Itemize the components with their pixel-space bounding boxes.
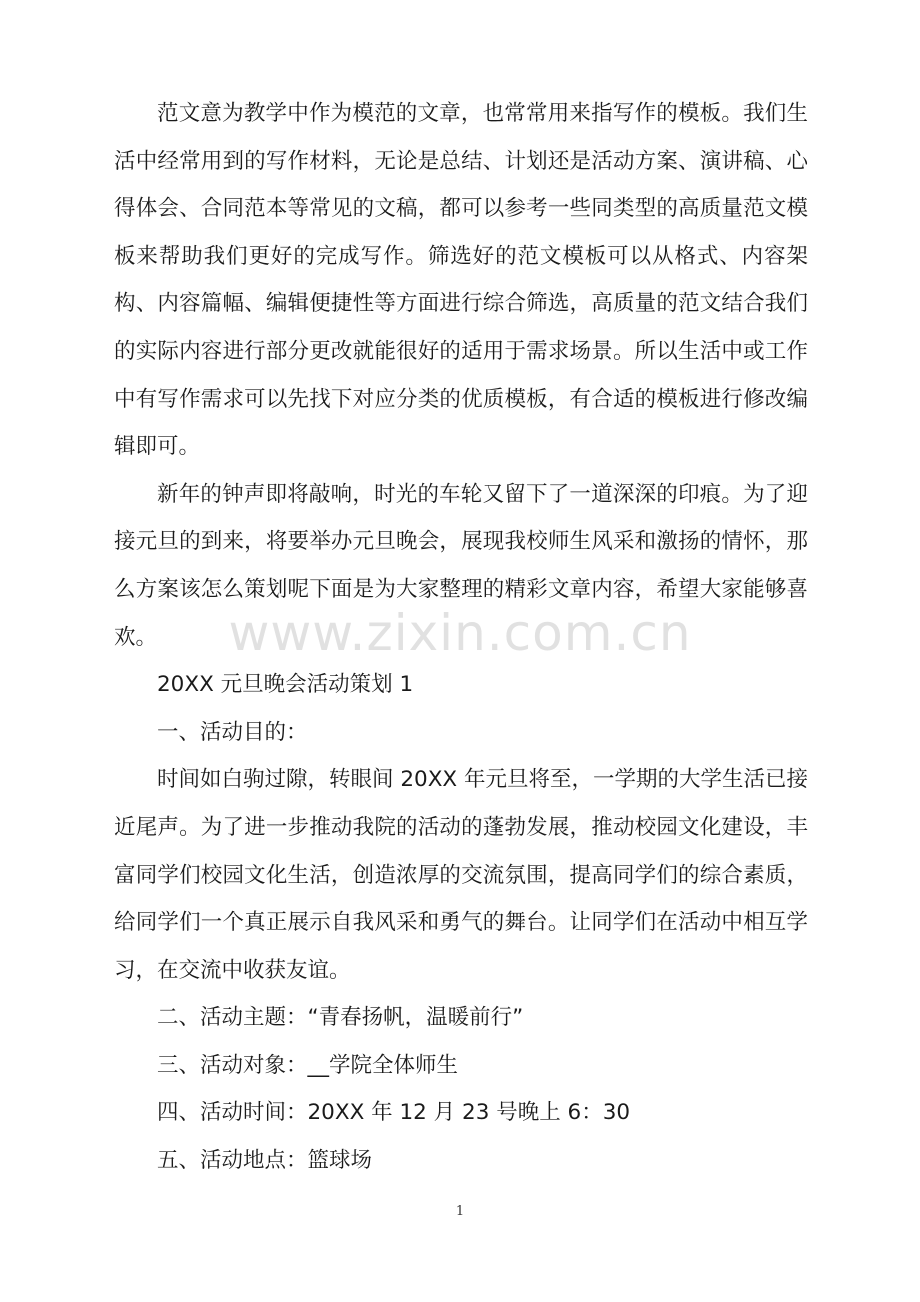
new-year-paragraph: 新年的钟声即将敲响，时光的车轮又留下了一道深深的印痕。为了迎接元旦的到来，将要举办元旦晚会，展现我校师生风采和激扬的情怀，那么方案该怎么策划呢下面是为大家整理的精彩文章内容，希望大家能够喜欢。 [114,481,808,650]
section-title: 20XX 元旦晚会活动策划 1 [157,672,414,698]
heading-activity-goal: 一、活动目的： [157,719,308,745]
activity-place: 五、活动地点：篮球场 [157,1148,373,1174]
document-body [114,90,808,1185]
activity-time: 四、活动时间：20XX 年 12 月 23 号晚上 6：30 [157,1100,631,1126]
intro-paragraph: 范文意为教学中作为模范的文章，也常常用来指写作的模板。我们生活中经常用到的写作材料，无论是总结、计划还是活动方案、演讲稿、心得体会、合同范本等常见的文稿，都可以参考一些同类型的高质量范文模板来帮助我们更好的完成写作。筛选好的范文模板可以从格式、内容架构、内容篇幅、编辑便捷性等方面进行综合筛选，高质量的范文结合我们的实际内容进行部分更改就能很好的适用于需求场景。所以生活中或工作中有写作需求可以先找下对应分类的优质模板，有合适的模板进行修改编辑即可。 [114,101,808,460]
page-number: 1 [455,1204,465,1219]
watermark: www.zixin.com.cn [228,604,692,662]
activity-theme: 二、活动主题：“青春扬帆，温暖前行” [157,1005,524,1031]
activity-audience: 三、活动对象：__学院全体师生 [157,1052,459,1078]
activity-goal-paragraph: 时间如白驹过隙，转眼间 20XX 年元旦将至，一学期的大学生活已接近尾声。为了进一步推动我院的活动的蓬勃发展，推动校园文化建设，丰富同学们校园文化生活，创造浓厚的交流氛围，提高同学们的综合素质，给同学们一个真正展示自我风采和勇气的舞台。让同学们在活动中相互学习，在交流中收获友谊。 [114,767,808,983]
